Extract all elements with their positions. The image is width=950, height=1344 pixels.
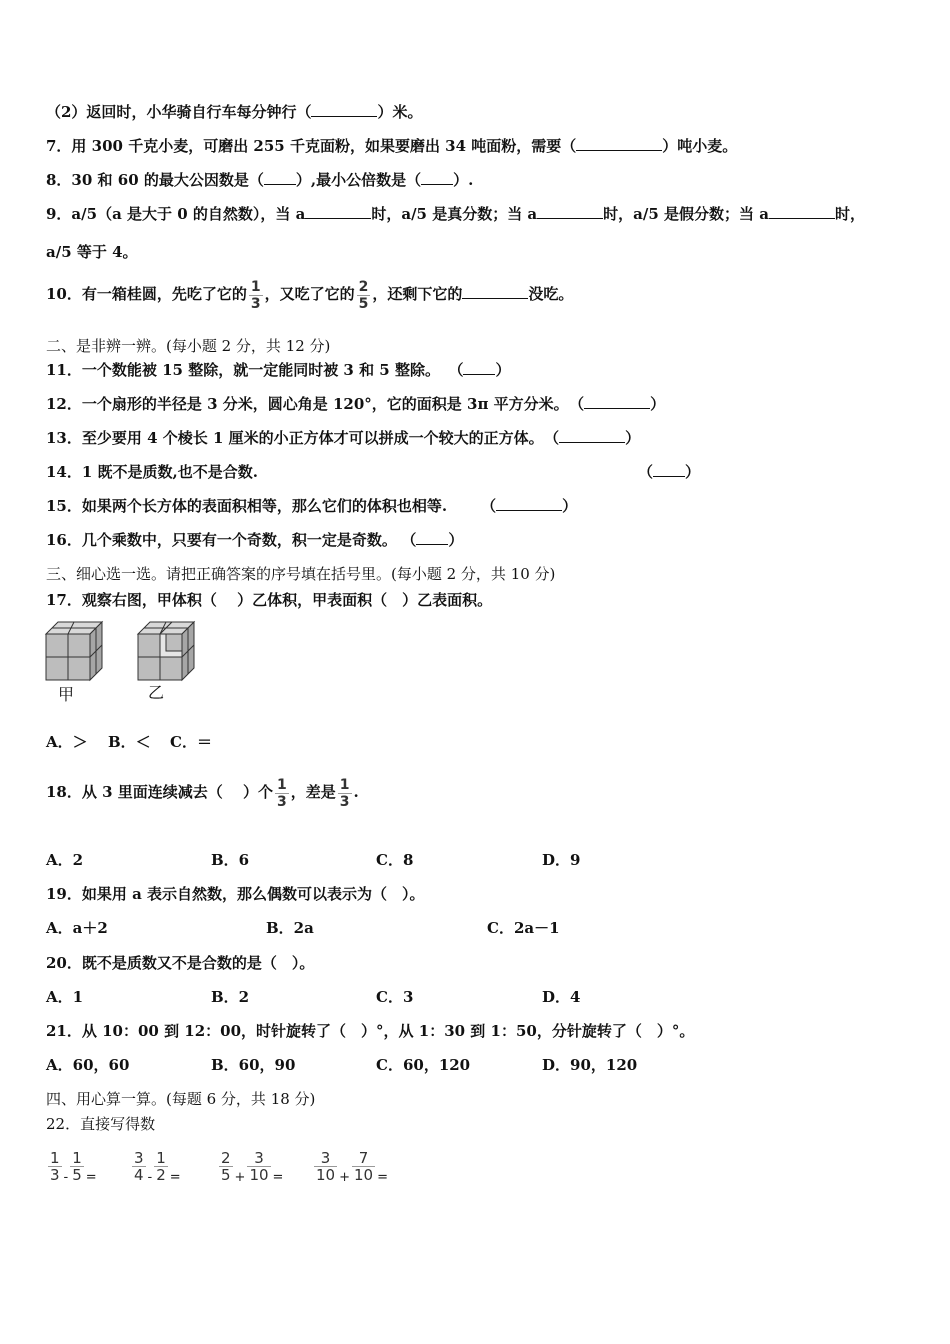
- question-16: 16．几个乘数中，只要有一个奇数，积一定是奇数。 （ ）: [46, 531, 464, 549]
- answer-blank[interactable]: [416, 530, 448, 545]
- question-text: 时，: [834, 205, 865, 223]
- fraction: $\frac{2}{5}$: [358, 278, 369, 312]
- option-b[interactable]: B．＜: [108, 733, 151, 751]
- answer-blank[interactable]: [264, 170, 296, 185]
- fraction: $\frac{1}{3}$: [250, 278, 261, 312]
- question-11: 11．一个数能被 15 整除，就一定能同时被 3 和 5 整除。 （ ）: [46, 361, 511, 379]
- question-text: ，又吃了它的: [264, 285, 355, 303]
- cube-figures: [44, 620, 204, 704]
- question-text: ，还剩下它的: [372, 285, 463, 303]
- question-6-2: [46, 102, 422, 122]
- calc-expression-1: $\frac{1}{3}$ - $\frac{1}{5}$ =: [50, 1149, 97, 1185]
- answer-blank[interactable]: [769, 204, 835, 219]
- question-text: ）,最小公倍数是（: [295, 171, 422, 189]
- section-heading: 三、细心选一选。请把正确答案的序号填在括号里。(每小题 2 分，共 10 分): [46, 565, 556, 583]
- question-17: 17．观察右图，甲体积（ ）乙体积，甲表面积（ ）乙表面积。: [46, 591, 493, 609]
- option-c[interactable]: C．2a－1: [487, 919, 560, 937]
- calc-expression-3: $\frac{2}{5}$ + $\frac{3}{10}$ =: [221, 1149, 284, 1185]
- question-text: 没吃。: [528, 285, 574, 303]
- section-heading: 二、是非辨一辨。(每小题 2 分，共 12 分): [46, 337, 331, 355]
- answer-blank[interactable]: [537, 204, 603, 219]
- option-a[interactable]: A．60，60: [46, 1056, 130, 1074]
- answer-blank[interactable]: [496, 496, 562, 511]
- answer-blank[interactable]: [559, 428, 625, 443]
- option-a[interactable]: A．1: [46, 988, 84, 1006]
- answer-blank[interactable]: [462, 284, 528, 299]
- answer-blank[interactable]: [584, 394, 650, 409]
- option-d[interactable]: D．4: [542, 988, 581, 1006]
- cube-yi: [138, 622, 194, 680]
- option-b[interactable]: B．2a: [266, 919, 314, 937]
- question-text: ）米。: [377, 103, 423, 121]
- cube-jia: [46, 622, 102, 680]
- question-19: 19．如果用 a 表示自然数，那么偶数可以表示为（ ）。: [46, 885, 425, 903]
- question-12: 12．一个扇形的半径是 3 分米，圆心角是 120°，它的面积是 3π 平方分米。 （ ）: [46, 395, 666, 413]
- question-20: 20．既不是质数又不是合数的是（ ）。: [46, 954, 315, 972]
- question-text: ）.: [453, 171, 474, 189]
- question-14: 14．1 既不是质数,也不是合数. （ ）: [46, 463, 701, 481]
- answer-blank[interactable]: [576, 136, 662, 151]
- question-text: 时，a/5 是假分数；当 a: [603, 205, 769, 223]
- option-d[interactable]: D．9: [542, 851, 581, 869]
- question-text: 时，a/5 是真分数；当 a: [371, 205, 538, 223]
- question-7: [46, 136, 737, 156]
- option-b[interactable]: B．2: [211, 988, 250, 1006]
- question-text: （2）返回时，小华骑自行车每分钟行（: [46, 103, 312, 121]
- question-10: [46, 274, 573, 314]
- question-text: 10．有一箱桂圆，先吃了它的: [46, 285, 247, 303]
- question-15: 15．如果两个长方体的表面积相等，那么它们的体积也相等. （ ）: [46, 497, 578, 515]
- question-9-cont: a/5 等于 4。: [46, 243, 138, 261]
- answer-blank[interactable]: [421, 170, 453, 185]
- answer-blank[interactable]: [311, 102, 377, 117]
- option-c[interactable]: C．＝: [170, 733, 212, 751]
- option-a[interactable]: A．2: [46, 851, 84, 869]
- option-b[interactable]: B．60，90: [211, 1056, 296, 1074]
- figure-label-yi: 乙: [148, 683, 165, 702]
- answer-blank[interactable]: [305, 204, 371, 219]
- question-9: [46, 204, 865, 224]
- figure-label-jia: 甲: [58, 685, 75, 704]
- option-b[interactable]: B．6: [211, 851, 250, 869]
- answer-blank[interactable]: [463, 360, 495, 375]
- calc-expression-2: $\frac{3}{4}$ - $\frac{1}{2}$ =: [134, 1149, 181, 1185]
- question-8: [46, 170, 473, 190]
- question-text: ）吨小麦。: [662, 137, 738, 155]
- section-heading: 四、用心算一算。(每题 6 分，共 18 分): [46, 1090, 316, 1108]
- option-c[interactable]: C．8: [376, 851, 414, 869]
- option-c[interactable]: C．3: [376, 988, 414, 1006]
- fraction: $\frac{1}{3}$: [276, 776, 287, 810]
- question-text: 7．用 300 千克小麦，可磨出 255 千克面粉，如果要磨出 34 吨面粉，需要（: [46, 137, 577, 155]
- question-18: 18．从 3 里面连续减去（ ）个 $\frac{1}{3}$ ，差是 $\frac{1}{3}$ .: [46, 776, 359, 810]
- fraction: $\frac{1}{3}$: [339, 776, 350, 810]
- option-c[interactable]: C．60，120: [376, 1056, 471, 1074]
- question-21: 21．从 10：00 到 12：00，时针旋转了（ ）°，从 1：30 到 1：50，分针旋转了（ ）°。: [46, 1022, 695, 1040]
- question-22: 22．直接写得数: [46, 1115, 156, 1133]
- calc-expression-4: $\frac{3}{10}$ + $\frac{7}{10}$ =: [316, 1149, 388, 1185]
- answer-blank[interactable]: [653, 462, 685, 477]
- option-a[interactable]: A．a＋2: [46, 919, 108, 937]
- option-d[interactable]: D．90，120: [542, 1056, 638, 1074]
- question-text: 9．a/5（a 是大于 0 的自然数），当 a: [46, 205, 306, 223]
- question-text: 8．30 和 60 的最大公因数是（: [46, 171, 264, 189]
- option-a[interactable]: A．＞: [46, 733, 88, 751]
- question-13: 13．至少要用 4 个棱长 1 厘米的小正方体才可以拼成一个较大的正方体。 （ ）: [46, 429, 641, 447]
